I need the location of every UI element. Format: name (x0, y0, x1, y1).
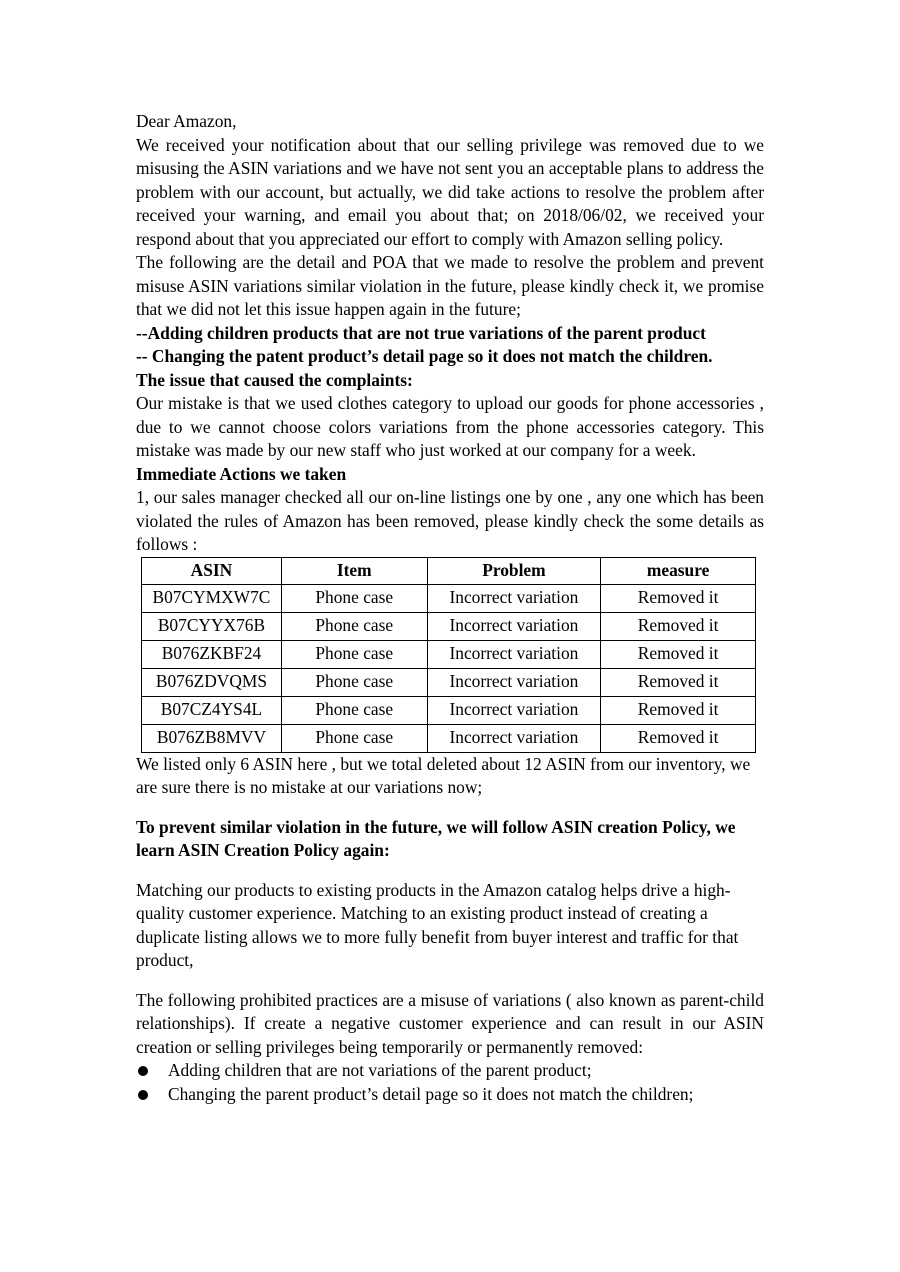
cell-problem: Incorrect variation (427, 640, 601, 668)
bullet-icon (138, 1090, 148, 1100)
paragraph-poa-intro: The following are the detail and POA that we made to resolve the problem and prevent misuse ASIN variations similar violation in the future, please kindly check it, we promise that we did not let this issue happen again in the future; (136, 252, 764, 319)
cell-item: Phone case (281, 696, 427, 724)
violation-item-1: --Adding children products that are not true variations of the parent product (136, 322, 706, 343)
column-header-problem: Problem (427, 557, 601, 584)
cell-measure: Removed it (601, 640, 756, 668)
issue-heading: The issue that caused the complaints: (136, 369, 413, 390)
table-row (142, 640, 756, 668)
list-item (136, 1083, 764, 1107)
prevent-heading: To prevent similar violation in the future, we will follow ASIN creation Policy, we learn ASIN Creation Policy again: (136, 816, 736, 860)
salutation: Dear Amazon, (136, 111, 237, 131)
cell-asin: B07CYYX76B (142, 612, 282, 640)
table-row (142, 612, 756, 640)
table-header-row (142, 557, 756, 584)
cell-item: Phone case (281, 640, 427, 668)
violation-item-2: -- Changing the patent product’s detail page so it does not match the children. (136, 346, 713, 366)
table-row (142, 584, 756, 612)
actions-text: 1, our sales manager checked all our on-line listings one by one , any one which has been violated the rules of Amazon has been removed, please kindly check the some details as follows : (136, 487, 764, 554)
bullet-icon (138, 1066, 148, 1076)
cell-item: Phone case (281, 668, 427, 696)
cell-item: Phone case (281, 612, 427, 640)
cell-problem: Incorrect variation (427, 668, 601, 696)
table-row (142, 668, 756, 696)
cell-measure: Removed it (601, 668, 756, 696)
letter-body (136, 110, 764, 1106)
cell-problem: Incorrect variation (427, 696, 601, 724)
cell-item: Phone case (281, 724, 427, 752)
cell-problem: Incorrect variation (427, 612, 601, 640)
after-table-text: We listed only 6 ASIN here , but we total deleted about 12 ASIN from our inventory, we are sure there is no mistake at our variations now; (136, 753, 751, 797)
column-header-measure: measure (601, 557, 756, 584)
column-header-asin: ASIN (142, 557, 282, 584)
table-row (142, 724, 756, 752)
list-item (136, 1059, 764, 1083)
cell-asin: B07CYMXW7C (142, 584, 282, 612)
issue-text: Our mistake is that we used clothes category to upload our goods for phone accessories , due to we cannot choose colors variations from the phone accessories category. This mistake was made by our new staff who just worked at our company for a week. (136, 393, 764, 460)
asin-table (141, 557, 756, 753)
cell-measure: Removed it (601, 612, 756, 640)
cell-asin: B076ZDVQMS (142, 668, 282, 696)
paragraph-notification: We received your notification about that our selling privilege was removed due to we misusing the ASIN variations and we have not sent you an acceptable plans to address the problem with our account, but actually, we did take actions to resolve the problem after received your warning, and email you about that; on 2018/06/02, we received your respond about that you appreciated our effort to comply with Amazon selling policy. (136, 134, 764, 249)
cell-measure: Removed it (601, 584, 756, 612)
column-header-item: Item (281, 557, 427, 584)
table-row (142, 696, 756, 724)
actions-heading: Immediate Actions we taken (136, 463, 347, 484)
list-item-text: Adding children that are not variations of the parent product; (168, 1060, 592, 1080)
cell-asin: B07CZ4YS4L (142, 696, 282, 724)
policy-paragraph-1: Matching our products to existing products in the Amazon catalog helps drive a high-quality customer experience. Matching to an existing product instead of creating a duplicate listing allows we to more fully benefit from buyer interest and traffic for that product, (136, 879, 739, 970)
cell-measure: Removed it (601, 696, 756, 724)
cell-asin: B076ZB8MVV (142, 724, 282, 752)
list-item-text: Changing the parent product’s detail page so it does not match the children; (168, 1083, 694, 1104)
cell-problem: Incorrect variation (427, 584, 601, 612)
prohibited-practices-list (136, 1059, 764, 1106)
cell-item: Phone case (281, 584, 427, 612)
policy-paragraph-2: The following prohibited practices are a misuse of variations ( also known as parent-child relationships). If create a negative customer experience and can result in our ASIN creation or selling privileges being temporarily or permanently removed: (136, 989, 764, 1057)
cell-measure: Removed it (601, 724, 756, 752)
cell-asin: B076ZKBF24 (142, 640, 282, 668)
cell-problem: Incorrect variation (427, 724, 601, 752)
